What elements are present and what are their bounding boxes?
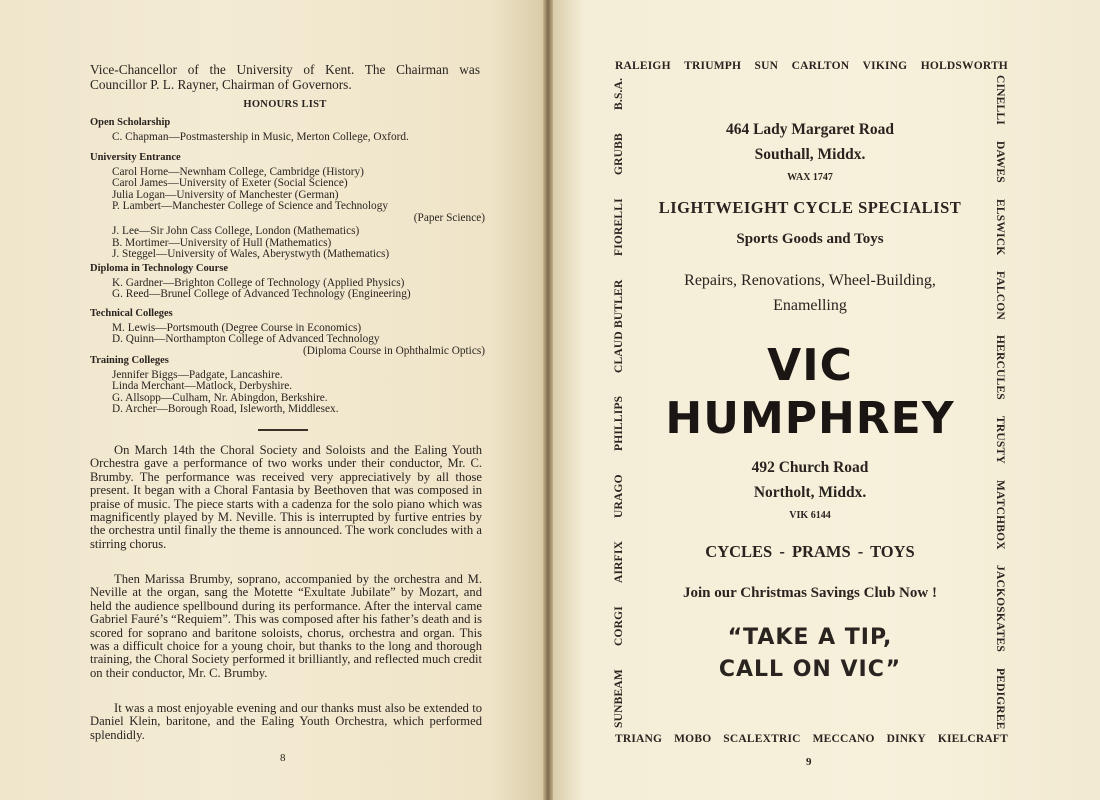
- phone-1: WAX 1747: [787, 172, 833, 183]
- brand: CINELLI: [994, 75, 1006, 125]
- paragraph-requiem: Then Marissa Brumby, soprano, accompanied by the orchestra and M. Neville at the organ, sang the Motette “Exultate Jubilate” by Mozart, and held the audience spellbound during its performance. After the interval came Gabriel Fauré’s “Requiem”. This was composed after his father’s death and is scored for soprano and baritone soloists, chorus, orchestra and organ. This was a difficult choice for a young choir, but thanks to the long and thorough training, the Choral Society performed it brilliantly, and reflected much credit on their conductor, Mr. C. Brumby.: [90, 572, 482, 680]
- brand: VIKING: [862, 60, 908, 72]
- brand: PHILLIPS: [613, 395, 625, 452]
- brand: TRIANG: [615, 733, 663, 745]
- honour-entry: D. Quinn—Northampton College of Advanced Technology: [112, 333, 380, 345]
- brand: CLAUD BUTLER: [613, 279, 625, 373]
- honour-entry: P. Lambert—Manchester College of Science and Technology: [112, 200, 389, 212]
- brand: HERCULES: [994, 335, 1006, 401]
- brand: B.S.A.: [613, 78, 625, 111]
- brand: HOLDSWORTH: [920, 60, 1008, 72]
- top-brands: [615, 60, 1008, 72]
- honour-entry: Linda Merchant—Matlock, Derbyshire.: [112, 380, 293, 392]
- honour-entry: K. Gardner—Brighton College of Technology (Applied Physics): [112, 276, 405, 289]
- section-heading: Training Colleges: [90, 355, 169, 366]
- honour-entry: G. Reed—Brunel College of Advanced Technology (Engineering): [112, 288, 411, 300]
- section-technical-colleges: [90, 308, 485, 357]
- section-diploma-technology: [90, 263, 485, 301]
- section-divider: [258, 429, 308, 431]
- brand: SUN: [754, 60, 779, 72]
- brand: MECCANO: [812, 733, 875, 745]
- honour-entry: C. Chapman—Postmastership in Music, Merton College, Oxford.: [112, 130, 409, 143]
- brand: KIELCRAFT: [937, 733, 1008, 745]
- section-heading: Technical Colleges: [90, 308, 173, 319]
- brand: PEDIGREE: [994, 668, 1006, 730]
- honour-entry: J. Lee—Sir John Cass College, London (Mathematics): [112, 225, 360, 237]
- brand: TRUSTY: [994, 416, 1006, 465]
- book-fold: [543, 0, 553, 800]
- honour-entry: B. Mortimer—University of Hull (Mathematics): [112, 236, 332, 249]
- brand: CARLTON: [791, 60, 850, 72]
- honour-entry: (Paper Science): [413, 211, 485, 224]
- paragraph-concert: On March 14th the Choral Society and Soloists and the Ealing Youth Orchestra gave a performance of two works under their conductor, Mr. C. Brumby. The performance was received very appreciatively by all those present. It began with a Choral Fantasia by Beethoven that was composed in praise of music. The piece starts with a cadenza for the solo piano which was magnificently played by M. Neville. This is interrupted by furtive entries by the orchestra until finally the theme is announced. The work concludes with a stirring chorus.: [90, 443, 482, 551]
- brand: CORGI: [613, 606, 625, 647]
- address-1-town: Southall, Middx.: [754, 146, 866, 163]
- honour-entry: Jennifer Biggs—Padgate, Lancashire.: [112, 368, 283, 381]
- honour-entry: M. Lewis—Portsmouth (Degree Course in Economics): [112, 321, 362, 334]
- brand: TRIUMPH: [684, 60, 742, 72]
- brand: FALCON: [994, 270, 1006, 320]
- honour-entry: (Diploma Course in Ophthalmic Optics): [303, 344, 485, 357]
- brand: JACKOSKATES: [994, 565, 1006, 653]
- slogan-line-1: “TAKE A TIP,: [727, 625, 893, 650]
- honour-entry: D. Archer—Borough Road, Isleworth, Middlesex.: [112, 403, 339, 415]
- bottom-brands: [615, 733, 1008, 745]
- brand: GRUBB: [613, 133, 625, 176]
- section-heading: University Entrance: [90, 152, 181, 163]
- honours-list-title: HONOURS LIST: [243, 99, 327, 110]
- services-line-2: Enamelling: [773, 297, 847, 314]
- brand: SUNBEAM: [613, 669, 625, 728]
- brand: SCALEXTRIC: [723, 733, 801, 745]
- specialist-heading: LIGHTWEIGHT CYCLE SPECIALIST: [658, 198, 962, 217]
- brand: ELSWICK: [994, 198, 1006, 255]
- address-2-street: 492 Church Road: [751, 459, 869, 476]
- paragraph-thanks: It was a most enjoyable evening and our thanks must also be extended to Daniel Klein, baritone, and the Ealing Youth Orchestra, which performed splendidly.: [90, 701, 482, 742]
- slogan-line-2: CALL ON VIC”: [718, 657, 902, 682]
- honour-entry: J. Steggel—University of Wales, Aberystwyth (Mathematics): [112, 248, 390, 260]
- products-line: CYCLES - PRAMS - TOYS: [705, 542, 915, 561]
- shop-name-line-2: HUMPHREY: [665, 393, 955, 444]
- section-university-entrance: [90, 152, 485, 261]
- brand: AIRFIX: [613, 540, 625, 584]
- savings-club: Join our Christmas Savings Club Now !: [683, 585, 937, 601]
- section-open-scholarship: [90, 117, 485, 143]
- honour-entry: G. Allsopp—Culham, Nr. Abingdon, Berkshire.: [112, 391, 328, 404]
- brand: MOBO: [674, 733, 712, 745]
- brand: DINKY: [886, 733, 926, 745]
- address-2-town: Northolt, Middx.: [753, 484, 867, 501]
- address-1-street: 464 Lady Margaret Road: [725, 121, 895, 138]
- honour-entry: Julia Logan—University of Manchester (German): [112, 188, 339, 201]
- section-heading: Open Scholarship: [90, 117, 171, 128]
- brand: URAGO: [613, 474, 625, 518]
- honour-entry: Carol Horne—Newnham College, Cambridge (History): [112, 165, 364, 178]
- brand: RALEIGH: [615, 60, 671, 72]
- shop-name-line-1: VIC: [767, 340, 853, 391]
- section-heading: Diploma in Technology Course: [90, 263, 228, 274]
- section-training-colleges: [90, 355, 485, 416]
- honour-entry: Carol James—University of Exeter (Social Science): [112, 177, 348, 189]
- goods-line: Sports Goods and Toys: [736, 231, 884, 247]
- page-number-left: 8: [280, 752, 286, 764]
- brand: FIORELLI: [613, 198, 625, 257]
- brand: MATCHBOX: [994, 479, 1006, 550]
- services-line-1: Repairs, Renovations, Wheel-Building,: [684, 272, 936, 289]
- phone-2: VIK 6144: [789, 510, 831, 521]
- brand: DAWES: [994, 140, 1006, 183]
- intro-text: Vice-Chancellor of the University of Kent. The Chairman was Councillor P. L. Rayner, Chairman of Governors.: [90, 62, 480, 92]
- page-number-right: 9: [806, 756, 812, 768]
